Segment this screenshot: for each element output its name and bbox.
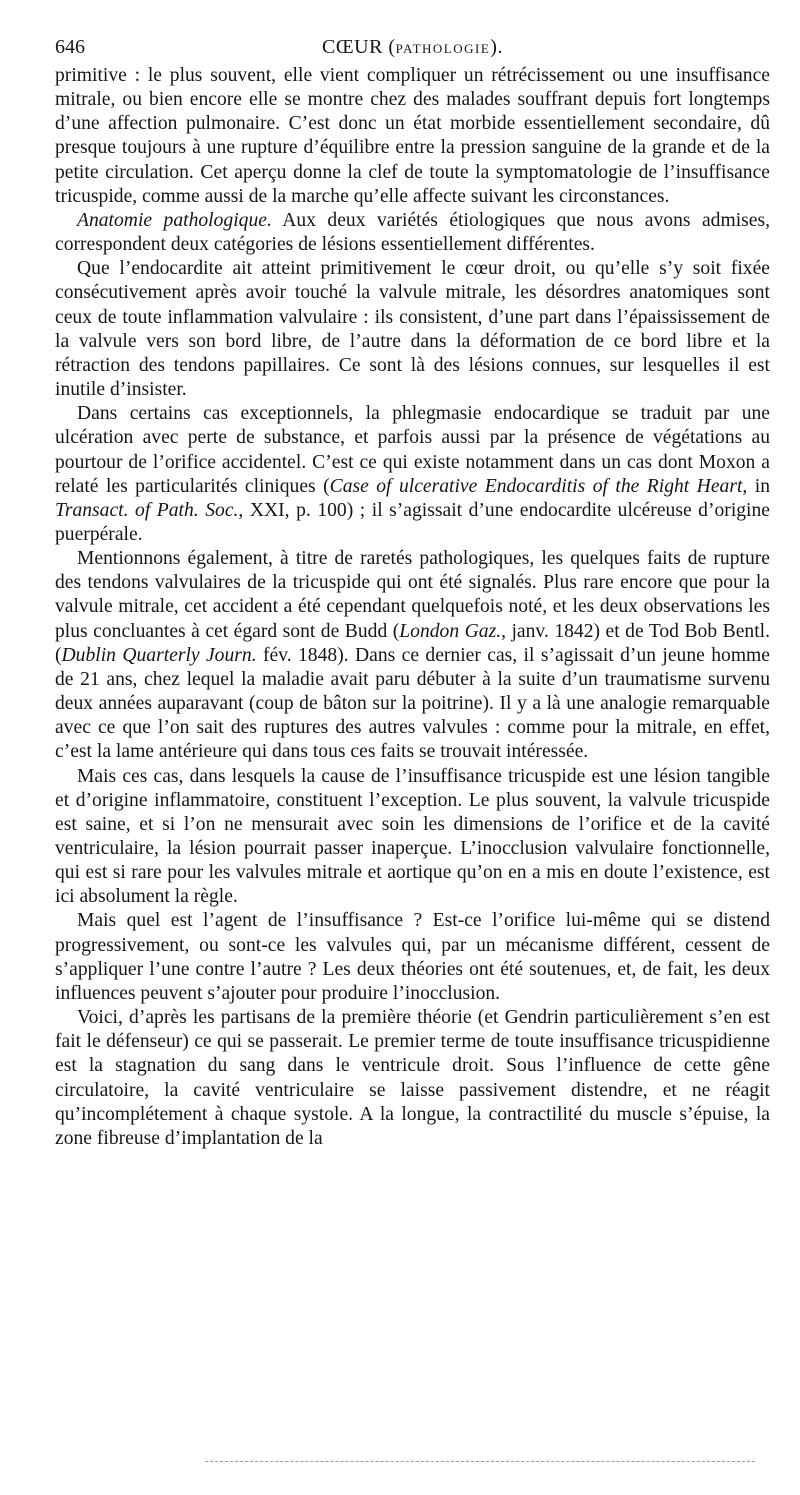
paragraph-5-text-a: Mentionnons également, à titre de raretés pathologiques, les quelques faits de rupture des tendons valvulaires de la tricuspide qui ont été signalés. Plus rare encore que pour la valvule mitrale, cet accident a été cependant quelquefois noté, et les deux observations les plus concluantes à cet égard sont de Budd ( xyxy=(55,548,770,642)
paragraph-8: Voici, d’après les partisans de la première théorie (et Gendrin particulièrement s’en est fait le défenseur) ce qui se passerait. Le premier terme de toute insuffisance tricuspidienne est la stagnation du sang dans le ventricule droit. Sous l’influence de cette gêne circulatoire, la cavité ventriculaire se laisse passivement distendre, et ne réagit qu’incomplétement à chaque systole. A la longue, la contractilité du muscle s’épuise, la zone fibreuse d’implantation de la xyxy=(55,1007,770,1149)
citation-transact: Transact. of Path. Soc. xyxy=(55,499,239,521)
page xyxy=(55,30,770,1151)
running-title-paren-open: ( xyxy=(388,36,396,58)
citation-moxon: Case of ulcerative Endocarditis of the Right Heart xyxy=(329,475,743,497)
paragraph-5-text-c: fév. 1848). Dans ce dernier cas, il s’agissait d’un jeune homme de 21 ans, chez lequel la maladie avait paru débuter à la suite d’un traumatisme survenu deux années auparavant (coup de bâton sur la poitrine). Il y a là une analogie remarquable avec ce que l’on sait des ruptures des autres valvules : comme pour la mitrale, en effet, c’est la lame antérieure qui dans tous ces faits se trouvait intéressée. xyxy=(55,644,770,763)
paragraph-3: Que l’endocardite ait atteint primitivement le cœur droit, ou qu’elle s’y soit fixée consécutivement après avoir touché la valvule mitrale, les désordres anatomiques sont ceux de toute inflammation valvulaire : ils consistent, d’une part dans l’épaississement de la valvule vers son bord libre, de l’autre dans la déformation de ce bord libre et la rétraction des tendons papillaires. Ce sont là des lésions connues, sur lesquelles il est inutile d’insister. xyxy=(55,258,770,401)
paragraph-4-text-b: , in xyxy=(742,475,770,497)
section-heading-anatomie: Anatomie pathologique. xyxy=(77,209,272,231)
paragraph-2-text: Aux deux variétés étiologiques que nous avons admises, correspondent deux catégories de lésions essentiellement différentes. xyxy=(55,209,770,256)
paragraph-7: Mais quel est l’agent de l’insuffisance ? Est-ce l’orifice lui-même qui se distend progressivement, ou sont-ce les valvules qui, par un mécanisme différent, cessent de s’appliquer l’une contre l’autre ? Les deux théories ont été soutenues, et, de fait, les deux influences peuvent s’ajouter pour produire l’inocclusion. xyxy=(55,910,770,1004)
running-title-sub: PATHOLOGIE xyxy=(395,41,491,56)
paragraph-1: primitive : le plus souvent, elle vient compliquer un rétrécissement ou une insuffisance mitrale, ou bien encore elle se montre chez des malades souffrant depuis fort longtemps d’une affection pulmonaire. C’est donc un état morbide essentiellement secondaire, dû presque toujours à une rupture d’équilibre entre la pression sanguine de la grande et de la petite circulation. Cet aperçu donne la clef de toute la symptomatologie de l’insuffisance tricuspide, comme aussi de la marche qu’elle affecte suivant les circonstances. xyxy=(55,65,770,207)
paragraph-4 xyxy=(55,402,770,547)
paragraph-6: Mais ces cas, dans lesquels la cause de l’insuffisance tricuspide est une lésion tangible et d’origine inflammatoire, constituent l’exception. Le plus souvent, la valvule tricuspide est saine, et si l’on ne mensurait avec soin les dimensions de l’orifice et de la cavité ventriculaire, la lésion pourrait passer inaperçue. L’inocclusion valvulaire fonctionnelle, qui est si rare pour les valvules mitrale et aortique qu’on en a mis en doute l’existence, est ici absolument la règle. xyxy=(55,765,770,908)
running-header xyxy=(55,30,770,64)
citation-london-gaz: London Gaz. xyxy=(399,620,502,642)
running-title-main: CŒUR xyxy=(322,36,383,58)
paragraph-4-text-c: , XXI, p. 100) ; il s’agissait d’une endocardite ulcéreuse d’origine puerpérale. xyxy=(55,499,770,545)
paragraph-5-text-b: , janv. 1842) et de Tod Bob Bentl. ( xyxy=(55,620,770,666)
footer-rule xyxy=(205,1461,755,1462)
body-text xyxy=(55,64,770,1151)
paragraph-5 xyxy=(55,547,770,764)
citation-dublin-journ: Dublin Quarterly Journ. xyxy=(61,644,257,666)
paragraph-4-text-a: Dans certains cas exceptionnels, la phlegmasie endocardique se traduit par une ulcération avec perte de substance, et parfois aussi par la présence de végétations au pourtour de l’orifice accidentel. C’est ce qui existe notamment dans un cas dont Moxon a relaté les particularités cliniques ( xyxy=(55,403,770,497)
page-number: 646 xyxy=(55,36,85,58)
running-title xyxy=(55,30,770,66)
paragraph-2 xyxy=(55,209,770,257)
running-title-paren-close: ). xyxy=(490,36,503,58)
